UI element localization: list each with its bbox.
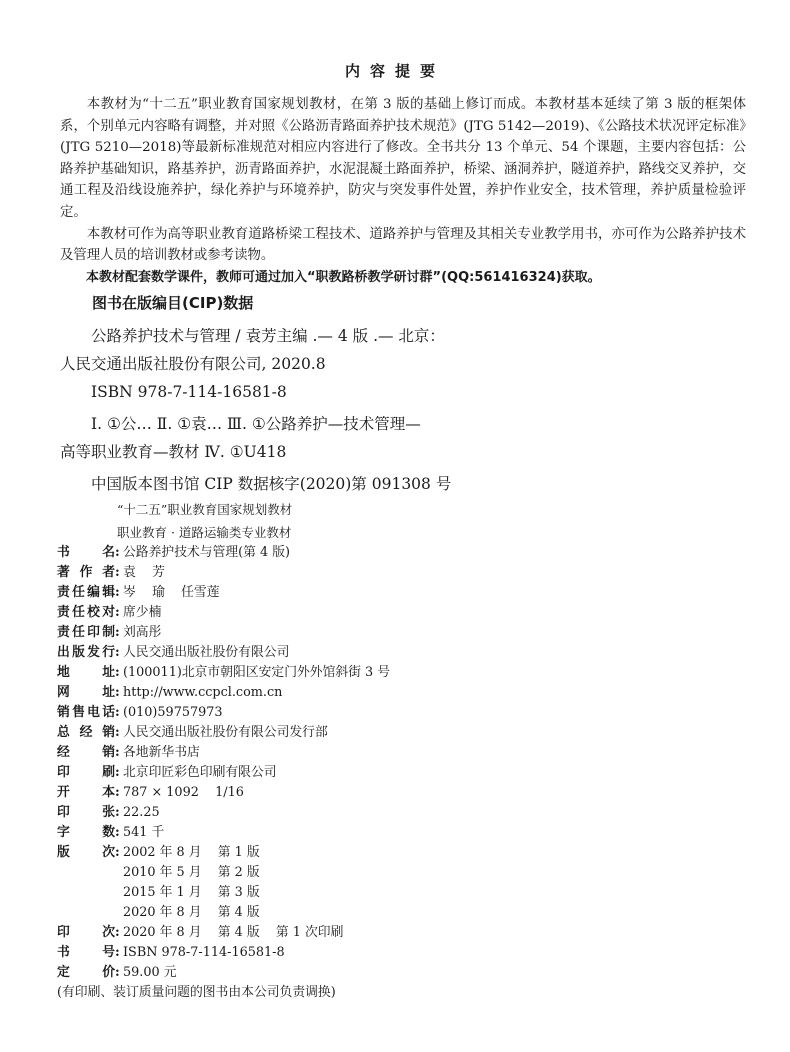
info-label: 地址 [57,665,115,680]
info-colon: : [115,925,120,940]
info-row [57,683,390,703]
info-colon: : [115,545,120,560]
info-value: 541 千 [123,825,165,840]
summary-paragraph: 本教材可作为高等职业教育道路桥梁工程技术、道路养护与管理及其相关专业教学用书，亦可作为公路养护技术及管理人员的培训教材或参考读物。 [60,226,746,264]
info-row [57,723,390,743]
info-value: 各地新华书店 [123,745,200,760]
page-title: 内容提要 [344,62,445,80]
info-row [57,843,390,863]
info-colon: : [115,965,120,980]
info-value: 刘高彤 [123,625,162,640]
summary-section [60,94,746,288]
info-value: 岑 瑜 任雪莲 [123,585,220,600]
info-row [57,643,390,663]
info-colon: : [115,785,120,800]
info-row [57,803,390,823]
info-value: 袁 芳 [123,565,165,580]
info-row [57,543,390,563]
info-label: 字数 [57,825,115,840]
info-colon: : [115,825,120,840]
series-line: 职业教育 · 道路运输类专业教材 [117,525,292,540]
info-colon: : [115,765,120,780]
info-colon: : [115,565,120,580]
info-value: 2010 年 5 月 第 2 版 [123,865,260,880]
info-label: 责任校对 [57,605,115,620]
info-value: 2015 年 1 月 第 3 版 [123,885,260,900]
cip-record: 中国版本图书馆 CIP 数据核字(2020)第 091308 号 [91,475,452,493]
info-value: 59.00 元 [123,965,177,980]
publication-info [57,543,390,1003]
info-colon: : [115,585,120,600]
info-value: 公路养护技术与管理(第 4 版) [123,545,291,560]
cip-line: 公路养护技术与管理 / 袁芳主编 .— 4 版 .— 北京： [91,327,445,345]
cip-classification: Ⅰ. ①公… Ⅱ. ①袁… Ⅲ. ①公路养护—技术管理— [91,415,421,433]
info-value: ISBN 978-7-114-16581-8 [123,945,285,960]
info-row [57,943,390,963]
info-colon: : [115,805,120,820]
info-value: 2020 年 8 月 第 4 版 第 1 次印刷 [123,925,344,940]
info-value: (010)59757973 [123,705,223,720]
info-row [57,763,390,783]
info-label: 定价 [57,965,115,980]
info-label: 经销 [57,745,115,760]
info-label: 开本 [57,785,115,800]
info-row [57,863,390,883]
info-label: 书号 [57,945,115,960]
info-label: 销售电话 [57,705,115,720]
courseware-note: 本教材配套数学课件，教师可通过加入“职教路桥教学研讨群”(QQ:561416324)获取。 [86,269,601,285]
info-row [57,703,390,723]
info-label [57,903,115,923]
info-colon: : [115,605,120,620]
info-value: 787 × 1092 1/16 [123,785,244,800]
info-row [57,563,390,583]
info-value: 北京印匠彩色印刷有限公司 [123,765,277,780]
info-value: http://www.ccpcl.com.cn [123,685,283,700]
info-row [57,783,390,803]
cip-classification: 高等职业教育—教材 Ⅳ. ①U418 [60,443,287,461]
info-value: 2020 年 8 月 第 4 版 [123,905,260,920]
info-row [57,903,390,923]
series-line: “十二五”职业教育国家规划教材 [117,502,293,517]
info-colon: : [115,945,120,960]
info-label: 著作者 [57,565,115,580]
info-label: 总经销 [57,725,115,740]
cip-line: 人民交通出版社股份有限公司, 2020.8 [60,355,326,373]
info-row [57,623,390,643]
series-block [117,498,292,544]
info-value: (100011)北京市朝阳区安定门外外馆斜街 3 号 [123,665,391,680]
info-colon: : [115,685,120,700]
info-label [57,883,115,903]
cip-heading: 图书在版编目(CIP)数据 [92,294,254,312]
info-value: 人民交通出版社股份有限公司 [123,645,290,660]
info-label: 印张 [57,805,115,820]
info-colon: : [115,645,120,660]
info-label: 书名 [57,545,115,560]
info-row [57,663,390,683]
info-value: 2002 年 8 月 第 1 版 [123,845,260,860]
info-value: 席少楠 [123,605,162,620]
summary-paragraph: 本教材为“十二五”职业教育国家规划教材，在第 3 版的基础上修订而成。本教材基本延续了第 3 版的框架体系，个别单元内容略有调整，并对照《公路沥青路面养护技术规范》(JTG 5142—2019)、《公路技术状况评定标准》(JTG 5210—2018)等最新标准规范对相应内容进行了修改。全书共分 13 个单元、54 个课题，主要内容包括：公路养护基础知识，路基养护，沥青路面养护，水泥混凝土路面养护，桥梁、涵洞养护，隧道养护，路线交叉养护，交通工程及沿线设施养护，绿化养护与环境养护，防灾与突发事件处置，养护作业安全，技术管理，养护质量检验评定。 [60,97,746,220]
info-value: 人民交通出版社股份有限公司发行部 [123,725,328,740]
info-label: 版次 [57,845,115,860]
info-row [57,583,390,603]
return-note: (有印刷、装订质量问题的图书由本公司负责调换) [57,985,336,1000]
cip-isbn: ISBN 978-7-114-16581-8 [91,383,287,401]
info-colon: : [115,845,120,860]
info-row [57,963,390,983]
info-label: 印次 [57,925,115,940]
info-value: 22.25 [123,805,160,820]
cip-block [60,322,560,498]
info-label: 印刷 [57,765,115,780]
info-colon: : [115,725,120,740]
info-row [57,743,390,763]
info-row [57,823,390,843]
info-label: 责任印制 [57,625,115,640]
info-colon [115,883,123,903]
info-label [57,863,115,883]
info-label: 责任编辑 [57,585,115,600]
info-row [57,883,390,903]
info-colon: : [115,745,120,760]
info-label: 出版发行 [57,645,115,660]
info-label: 网址 [57,685,115,700]
info-colon: : [115,625,120,640]
info-colon [115,863,123,883]
info-row [57,603,390,623]
info-colon: : [115,705,120,720]
info-colon [115,903,123,923]
info-row [57,923,390,943]
info-colon: : [115,665,120,680]
